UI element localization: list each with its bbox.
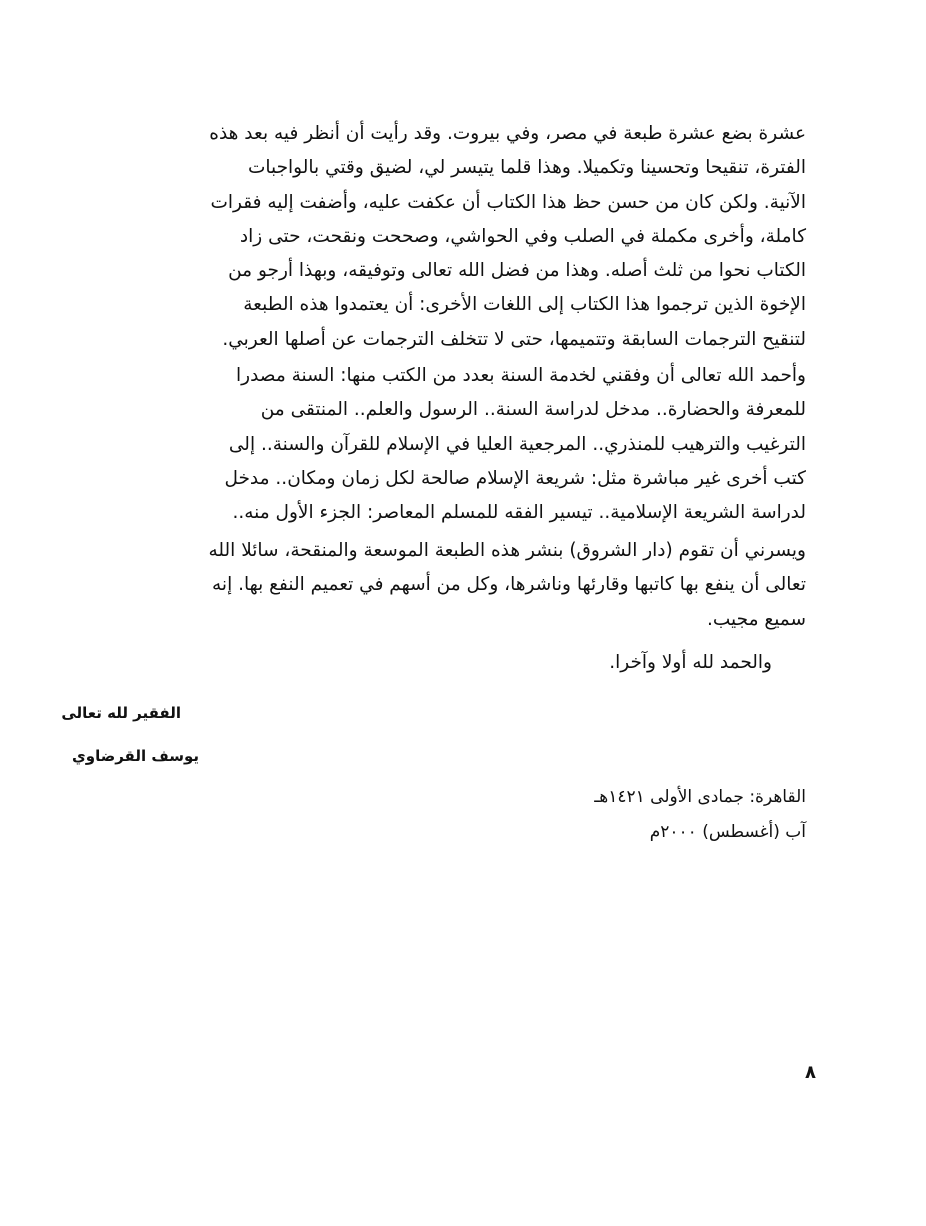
- date-gregorian: آب (أغسطس) ٢٠٠٠م: [649, 822, 806, 842]
- text-line: الآنية. ولكن كان من حسن حظ هذا الكتاب أن عكفت عليه، وأضفت إليه فقرات: [210, 191, 806, 213]
- date-hijri: القاهرة: جمادى الأولى ١٤٢١هـ: [594, 787, 806, 807]
- text-line: لدراسة الشريعة الإسلامية.. تيسير الفقه للمسلم المعاصر: الجزء الأول منه..: [232, 502, 806, 524]
- text-line: للمعرفة والحضارة.. مدخل لدراسة السنة.. الرسول والعلم.. المنتقى من: [260, 399, 806, 421]
- text-line: كاملة، وأخرى مكملة في الصلب وفي الحواشي، وصححت ونقحت، حتى زاد: [239, 225, 806, 247]
- paragraph-1: [116, 117, 806, 357]
- text-line: الترغيب والترهيب للمنذري.. المرجعية العليا في الإسلام للقرآن والسنة.. إلى: [228, 433, 806, 455]
- text-line: سميع مجيب.: [707, 608, 806, 630]
- text-line: ويسرني أن تقوم (دار الشروق) بنشر هذه الطبعة الموسعة والمنقحة، سائلا الله: [208, 540, 806, 561]
- closing-line: والحمد لله أولا وآخرا.: [609, 652, 772, 673]
- text-line: الكتاب نحوا من ثلث أصله. وهذا من فضل الله تعالى وتوفيقه، وبهذا أرجو من: [228, 260, 806, 282]
- text-line: عشرة بضع عشرة طبعة في مصر، وفي بيروت. وقد رأيت أن أنظر فيه بعد هذه: [209, 123, 806, 144]
- paragraph-2: [116, 359, 806, 530]
- text-line: لتنقيح الترجمات السابقة وتتميمها، حتى لا تتخلف الترجمات عن أصلها العربي.: [222, 328, 806, 350]
- signature-name: يوسف القرضاوي: [72, 747, 199, 765]
- paragraph-3: [116, 534, 806, 637]
- text-line: وأحمد الله تعالى أن وفقني لخدمة السنة بعدد من الكتب منها: السنة مصدرا: [236, 365, 806, 386]
- text-line: كتب أخرى غير مباشرة مثل: شريعة الإسلام صالحة لكل زمان ومكان.. مدخل: [224, 467, 806, 489]
- text-line: الإخوة الذين ترجموا هذا الكتاب إلى اللغات الأخرى: أن يعتمدوا هذه الطبعة: [243, 294, 806, 316]
- page-number: ٨: [805, 1062, 816, 1083]
- signature-title: الفقير لله تعالى: [61, 704, 181, 722]
- text-line: تعالى أن ينفع بها كاتبها وقارئها وناشرها، وكل من أسهم في تعميم النفع بها. إنه: [212, 574, 806, 596]
- text-line: الفترة، تنقيحا وتحسينا وتكميلا. وهذا قلما يتيسر لي، لضيق وقتي بالواجبات: [247, 157, 806, 179]
